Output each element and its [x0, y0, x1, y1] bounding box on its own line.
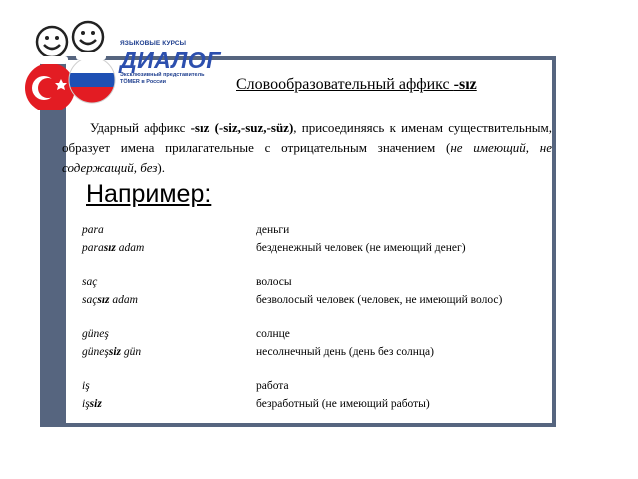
affix-highlight: siz: [108, 346, 121, 358]
turkish-word: para: [82, 224, 104, 236]
turkish-flag-icon: [25, 63, 75, 110]
intro-paragraph: [62, 118, 552, 178]
turkish-word: güneş: [82, 328, 109, 340]
russian-derived-translation: безволосый человек (человек, не имеющий волос): [256, 294, 503, 306]
russian-derived-translation: безденежный человек (не имеющий денег): [256, 242, 466, 254]
example-row: [82, 239, 552, 257]
example-heading: Например:: [86, 180, 212, 208]
example-pair: [82, 325, 552, 377]
russian-derived-translation: безработный (не имеющий работы): [256, 398, 430, 410]
russian-translation: солнце: [256, 328, 290, 340]
intro-text-1: Ударный аффикс: [90, 120, 191, 135]
example-pair: [82, 273, 552, 325]
example-row: [82, 395, 552, 413]
turkish-derived-word: işsiz: [82, 398, 102, 410]
logo-line-courses: ЯЗЫКОВЫЕ КУРСЫ: [120, 40, 187, 47]
logo-line-tomer: TÖMER в России: [120, 79, 166, 85]
russian-translation: волосы: [256, 276, 292, 288]
intro-text-3: ).: [157, 160, 165, 175]
title-affix: -sız: [453, 76, 477, 93]
example-row: [82, 273, 552, 291]
title-text: Словообразовательный аффикс: [236, 76, 454, 93]
example-pair: [82, 221, 552, 273]
example-row: [82, 325, 552, 343]
example-row: [82, 291, 552, 309]
smiley-face-left-icon: [37, 27, 67, 57]
russian-flag-icon: [66, 57, 118, 105]
affix-highlight: sız: [97, 294, 110, 306]
example-row: [82, 377, 552, 395]
logo-name: ДИАЛОГ: [120, 47, 221, 73]
example-list: [82, 221, 552, 429]
turkish-word: saç: [82, 276, 98, 288]
intro-text-2: , присоединяясь к именам существительным, образует имена прилагательные с отрицательным значением (: [62, 120, 552, 155]
turkish-derived-word: güneşsiz gün: [82, 346, 142, 358]
turkish-derived-word: saçsız adam: [82, 294, 138, 306]
russian-derived-translation: несолнечный день (день без солнца): [256, 346, 434, 358]
example-row: [82, 343, 552, 361]
russian-translation: деньги: [256, 224, 290, 236]
intro-meaning: не имеющий, не содержащий, без: [62, 140, 553, 175]
smiley-face-right-icon: [73, 22, 103, 52]
affix-highlight: siz: [89, 398, 102, 410]
russian-translation: работа: [256, 380, 289, 392]
intro-affix-variants: -sız (-siz,-suz,-süz): [190, 120, 294, 135]
turkish-derived-word: parasız adam: [82, 242, 145, 254]
example-pair: [82, 377, 552, 429]
logo-line-representative: Эксклюзивный представитель: [120, 72, 205, 78]
page-title: [236, 76, 477, 94]
logo-text-block: [120, 40, 238, 86]
example-row: [82, 221, 552, 239]
turkish-word: iş: [82, 380, 90, 392]
affix-highlight: sız: [103, 242, 116, 254]
slide-side-bar: [40, 56, 66, 427]
